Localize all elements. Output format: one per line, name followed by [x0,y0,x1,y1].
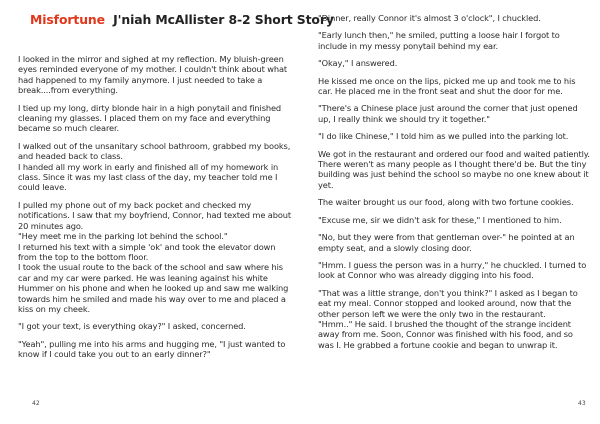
paragraph: "Early lunch then," he smiled, putting a loose hair I forgot to include in my messy ponytail behind my ear. [318,30,560,51]
paragraph: "Excuse me, sir we didn't ask for these," I mentioned to him. [318,214,562,225]
paragraph: "That was a little strange, don't you think?" I asked as I began to eat my meal. Connor stopped and looked around, now that the other person left we were the only two in the restaurant. "Hmm.." He said. I brushed the thought of the strange incident away from me. Soon, Connor was finished with his food, and so was I. He grabbed a fortune cookie and began to unwrap it. [318,287,578,350]
page-number-right: 43 [578,400,586,407]
page-number-left: 42 [32,400,40,407]
paragraph: "Dinner, really Connor it's almost 3 o'clock", I chuckled. [318,13,541,23]
paragraph: "No, but they were from that gentleman over-" he pointed at an empty seat, and a slowly closing door. [318,232,575,253]
paragraph: We got in the restaurant and ordered our food and waited patiently. There weren't as many people as I thought there'd be. But the tiny building was just behind the school so maybe no one knew about it yet. [318,148,590,190]
title-misfortune: Misfortune [30,12,105,27]
right-page [300,0,600,424]
story-title [30,12,334,27]
right-page-text [318,13,590,350]
paragraph: I looked in the mirror and sighed at my reflection. My bluish-green eyes reminded everyone of my mother. I couldn't think about what had happened to my family anymore. I just needed to take a break....from everything. [18,54,288,96]
paragraph: I pulled my phone out of my back pocket and checked my notifications. I saw that my boyfriend, Connor, had texted me about 20 minutes ago. "Hey meet me in the parking lot behind the school." I returned his text with a simple 'ok' and took the elevator down from the top to the bottom floor. I took the usual route to the back of the school and saw where his car and my car were parked. He was leaning against his white Hummer on his phone and when he looked up and saw me walking towards him he smiled and made his way over to me and placed a kiss on my cheek. [18,199,291,314]
paragraph: "I got your text, is everything okay?" I asked, concerned. [18,321,246,332]
paragraph: "There's a Chinese place just around the corner that just opened up, I really think we should try it together." [318,103,578,124]
paragraph: I walked out of the unsanitary school bathroom, grabbed my books, and headed back to class. I handed all my work in early and finished all of my homework in class. Since it was my last class of the day, my teacher told me I could leave. [18,140,291,193]
title-author-line: J'niah McAllister 8-2 Short Story [113,12,334,27]
paragraph: The waiter brought us our food, along with two fortune cookies. [318,197,574,208]
paragraph: "Hmm. I guess the person was in a hurry," he chuckled. I turned to look at Connor who was already digging into his food. [318,259,587,281]
paragraph: "I do like Chinese," I told him as we pulled into the parking lot. [318,131,569,142]
paragraph: "Okay," I answered. [318,58,398,69]
paragraph: He kissed me once on the lips, picked me up and took me to his car. He placed me in the front seat and shut the door for me. [318,75,576,97]
paragraph: I tied up my long, dirty blonde hair in a high ponytail and finished cleaning my glasses. I placed them on my face and everything became so much clearer. [18,102,282,134]
paragraph: "Yeah", pulling me into his arms and hugging me, "I just wanted to know if I could take you out to an early dinner?" [18,338,286,360]
left-page-text [18,54,294,367]
